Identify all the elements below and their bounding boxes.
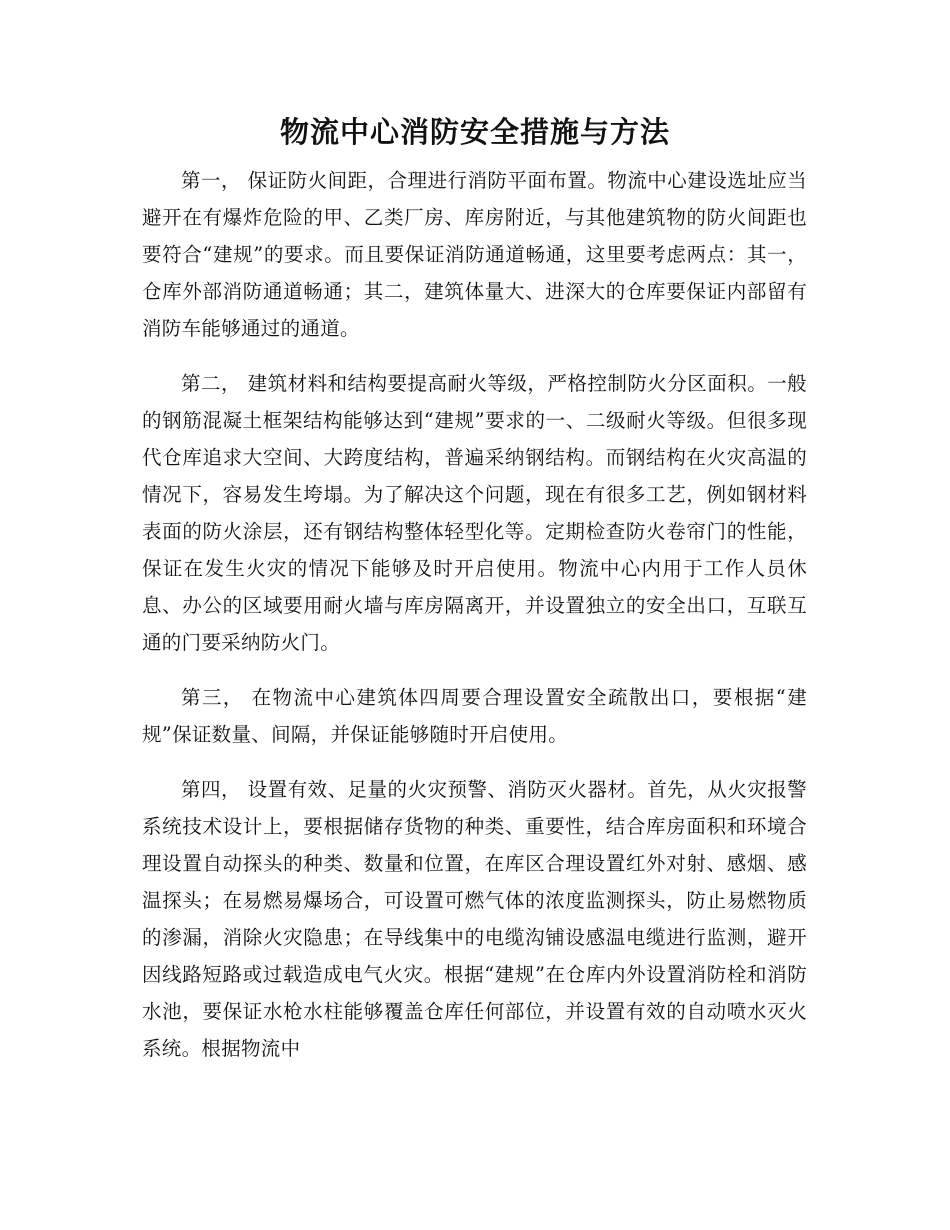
- paragraph-1: 第一， 保证防火间距，合理进行消防平面布置。物流中心建设选址应当避开在有爆炸危险的甲、乙类厂房、库房附近，与其他建筑物的防火间距也要符合“建规”的要求。而且要保证消防通道畅通，这里要考虑两点：其一，仓库外部消防通道畅通；其二，建筑体量大、进深大的仓库要保证内部留有消防车能够通过的通道。: [142, 169, 807, 340]
- paragraph-3: 第三， 在物流中心建筑体四周要合理设置安全疏散出口，要根据“建规”保证数量、间隔，并保证能够随时开启使用。: [142, 686, 807, 746]
- paragraph-4: 第四， 设置有效、足量的火灾预警、消防灭火器材。首先，从火灾报警系统技术设计上，要根据储存货物的种类、重要性，结合库房面积和环境合理设置自动探头的种类、数量和位置，在库区合理设置红外对射、感烟、感温探头；在易燃易爆场合，可设置可燃气体的浓度监测探头，防止易燃物质的渗漏，消除火灾隐患；在导线集中的电缆沟铺设感温电缆进行监测，避开因线路短路或过载造成电气火灾。根据“建规”在仓库内外设置消防栓和消防水池，要保证水枪水柱能够覆盖仓库任何部位，并设置有效的自动喷水灭火系统。根据物流中: [142, 778, 807, 1060]
- paragraph-2: 第二， 建筑材料和结构要提高耐火等级，严格控制防火分区面积。一般的钢筋混凝土框架结构能够达到“建规”要求的一、二级耐火等级。但很多现代仓库追求大空间、大跨度结构，普遍采纳钢结构。而钢结构在火灾高温的情况下，容易发生垮塌。为了解决这个问题，现在有很多工艺，例如钢材料表面的防火涂层，还有钢结构整体轻型化等。定期检查防火卷帘门的性能，保证在发生火灾的情况下能够及时开启使用。物流中心内用于工作人员休息、办公的区域要用耐火墙与库房隔离开，并设置独立的安全出口，互联互通的门要采纳防火门。: [142, 372, 807, 654]
- document-body: [142, 162, 807, 1085]
- document-title: 物流中心消防安全措施与方法: [279, 115, 670, 149]
